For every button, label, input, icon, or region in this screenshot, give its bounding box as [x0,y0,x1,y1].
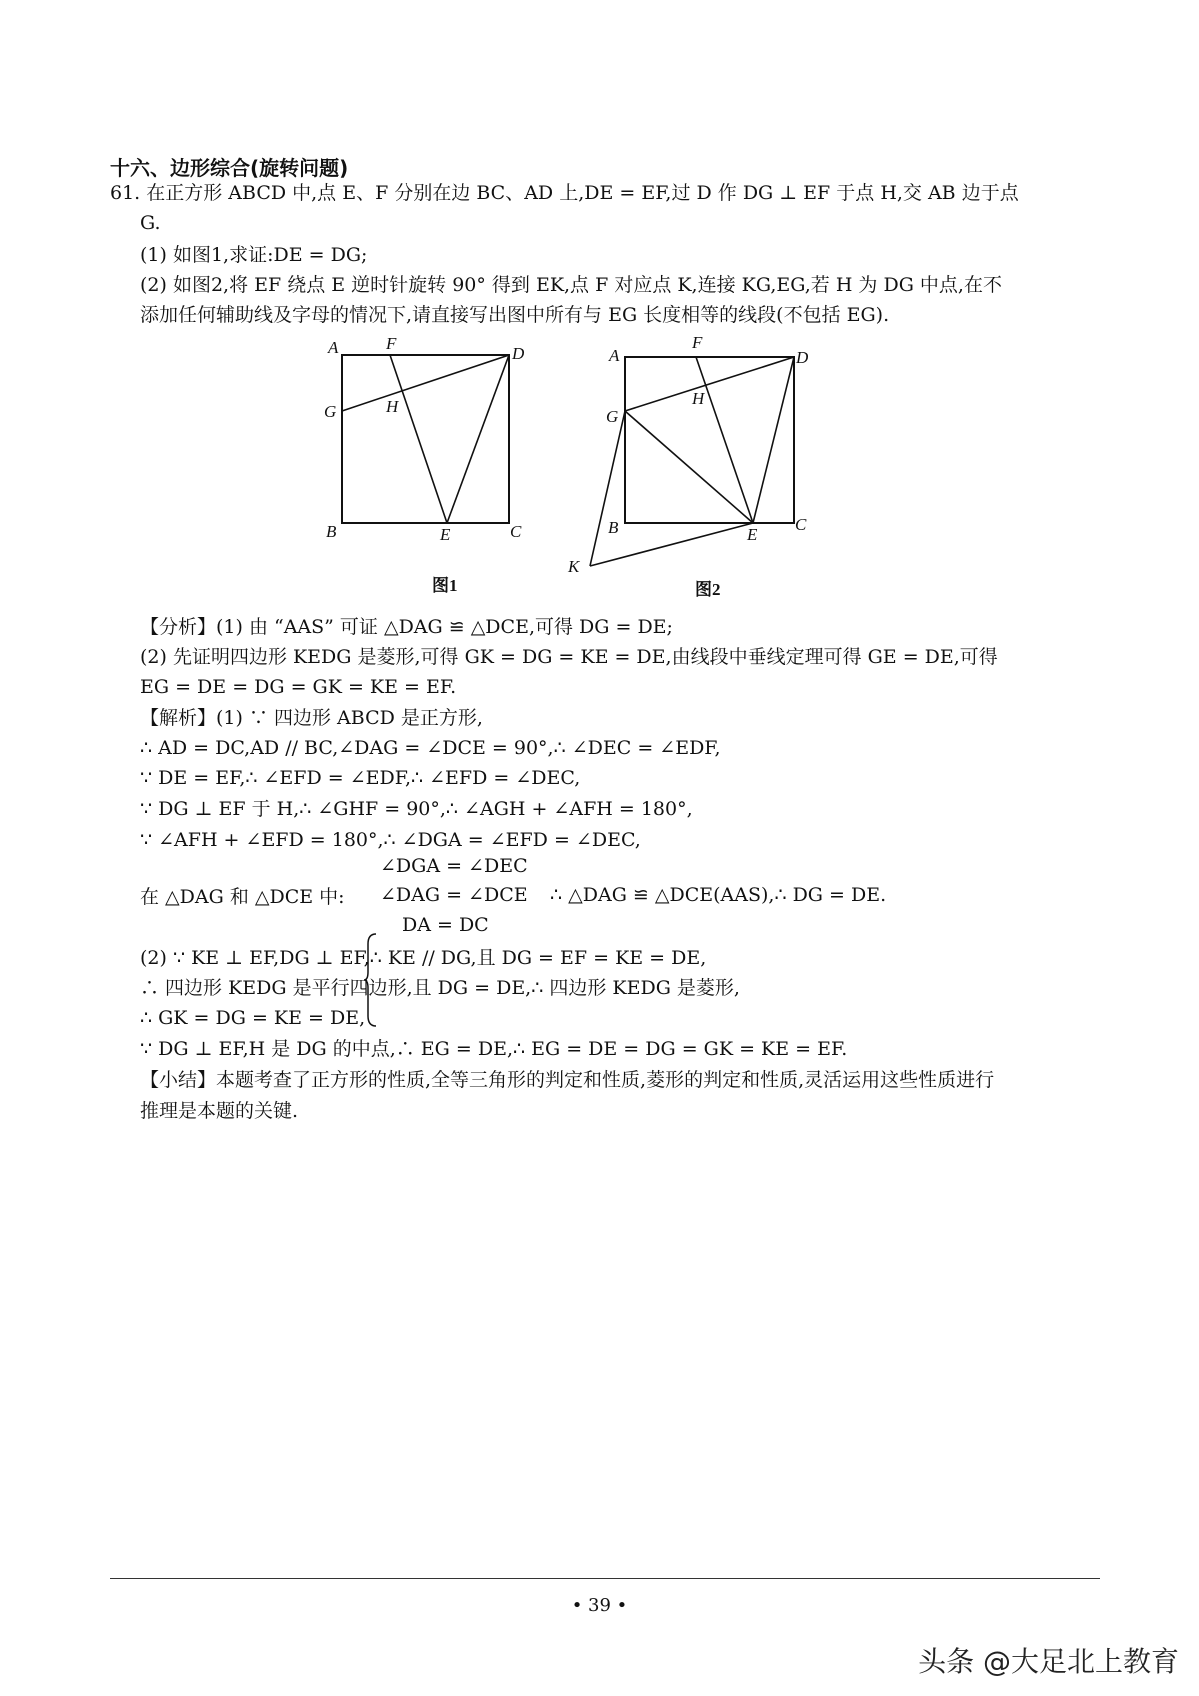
analysis-line-1: 【分析】(1) 由 “AAS” 可证 △DAG ≌ △DCE,可得 DG = DE; [140,616,673,638]
segment-fe [390,355,447,523]
analysis-line-3: EG = DE = DG = GK = KE = EF. [140,676,457,698]
label-e: E [747,525,758,544]
label-h: H [386,397,399,416]
label-b: B [326,522,337,541]
label-f: F [692,333,703,352]
square-abcd [625,357,794,523]
figure-1 [320,335,540,600]
solution-line-1: 【解析】(1) ∵ 四边形 ABCD 是正方形, [140,707,483,729]
label-a: A [609,346,620,365]
solution-line-4: ∵ DG ⊥ EF 于 H,∴ ∠GHF = 90°,∴ ∠AGH + ∠AFH = 180°, [140,798,693,820]
segment-gk [590,411,625,566]
problem-part-2-line-1: (2) 如图2,将 EF 绕点 E 逆时针旋转 90° 得到 EK,点 F 对应点 K,连接 KG,EG,若 H 为 DG 中点,在不 [140,274,1002,296]
label-d: D [796,348,809,367]
problem-line-1: 61. 在正方形 ABCD 中,点 E、F 分别在边 BC、AD 上,DE = EF,过 D 作 DG ⊥ EF 于点 H,交 AB 边于点 [110,182,1019,204]
label-g: G [324,402,337,421]
square-abcd [342,355,509,523]
problem-part-2-line-2: 添加任何辅助线及字母的情况下,请直接写出图中所有与 EG 长度相等的线段(不包括 EG). [140,304,890,326]
label-e: E [440,525,451,544]
label-c: C [795,515,807,534]
label-c: C [510,522,522,541]
watermark: 头条 @大足北上教育 [918,1645,1179,1678]
solution-part-2-line-4: ∵ DG ⊥ EF,H 是 DG 的中点,∴ EG = DE,∴ EG = DE = DG = GK = KE = EF. [140,1038,848,1060]
footer-rule [110,1578,1100,1579]
solution-line-3: ∵ DE = EF,∴ ∠EFD = ∠EDF,∴ ∠EFD = ∠DEC, [140,767,581,789]
section-title: 十六、边形综合(旋转问题) [110,156,349,180]
case-condition-1: ∠DGA = ∠DEC [380,855,528,877]
solution-line-2: ∴ AD = DC,AD // BC,∠DAG = ∠DCE = 90°,∴ ∠DEC = ∠EDF, [140,737,721,759]
label-g: G [606,407,619,426]
case-result: ∴ △DAG ≌ △DCE(AAS),∴ DG = DE. [550,884,887,906]
label-h: H [692,389,705,408]
segment-de [753,357,794,523]
analysis-line-2: (2) 先证明四边形 KEDG 是菱形,可得 GK = DG = KE = DE,由线段中垂线定理可得 GE = DE,可得 [140,646,998,668]
segment-de [447,355,509,523]
problem-line-2: G. [140,212,161,234]
summary-line-1: 【小结】本题考查了正方形的性质,全等三角形的判定和性质,菱形的判定和性质,灵活运用这些性质进行 [140,1069,995,1091]
figure-1-caption: 图1 [432,576,458,595]
case-condition-2: ∠DAG = ∠DCE [380,884,528,906]
label-a: A [328,338,339,357]
label-b: B [608,518,619,537]
solution-part-2-line-1: (2) ∵ KE ⊥ EF,DG ⊥ EF,∴ KE // DG,且 DG = EF = KE = DE, [140,947,707,969]
case-condition-3: DA = DC [402,914,489,936]
page-number: • 39 • [571,1595,628,1616]
case-prefix: 在 △DAG 和 △DCE 中: [140,886,345,908]
figure-2-caption: 图2 [695,580,721,599]
solution-part-2-line-3: ∴ GK = DG = KE = DE, [140,1007,366,1029]
label-k: K [568,557,580,576]
problem-part-1: (1) 如图1,求证:DE = DG; [140,244,368,266]
label-f: F [386,335,397,353]
summary-line-2: 推理是本题的关键. [140,1100,299,1122]
segment-dg [625,357,794,411]
solution-line-5: ∵ ∠AFH + ∠EFD = 180°,∴ ∠DGA = ∠EFD = ∠DEC, [140,829,641,851]
label-d: D [512,344,525,363]
segment-dg [342,355,509,411]
figure-2 [560,330,820,605]
solution-part-2-line-2: ∴ 四边形 KEDG 是平行四边形,且 DG = DE,∴ 四边形 KEDG 是菱形, [140,977,740,999]
